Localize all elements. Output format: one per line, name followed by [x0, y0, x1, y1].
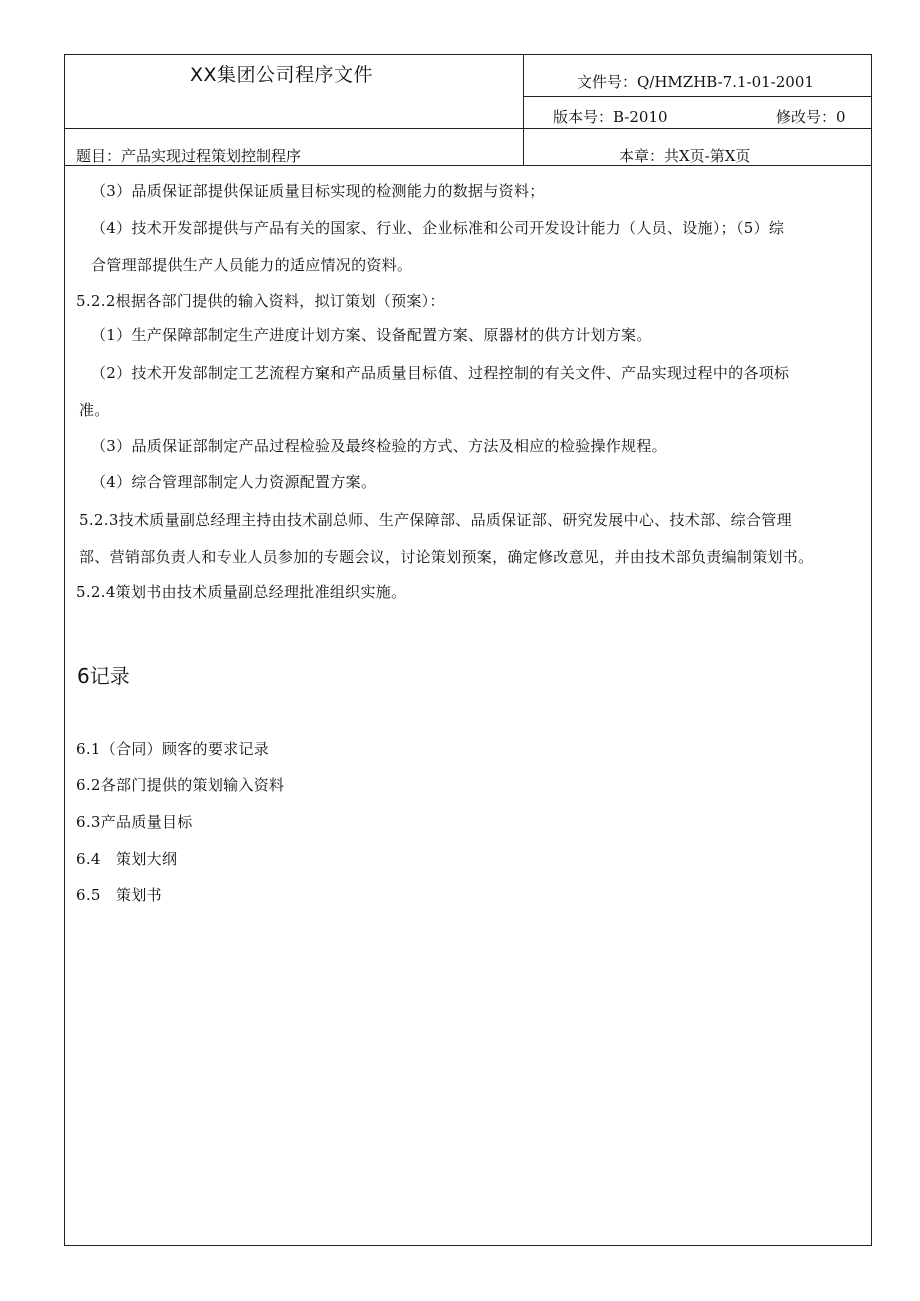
record-item: 6.5 策划书 [76, 886, 162, 904]
section-heading-records: 6记录 [77, 664, 130, 688]
record-item: 6.1（合同）顾客的要求记录 [76, 740, 270, 758]
body-line: 5.2.3技术质量副总经理主持由技术副总师、生产保障部、品质保证部、研究发展中心、技术部、综合管理 [79, 511, 792, 529]
company-title: XX集团公司程序文件 [190, 64, 374, 86]
page-info: 本章：共X页-第X页 [619, 147, 751, 165]
body-line: 准。 [79, 401, 110, 419]
record-item: 6.2各部门提供的策划输入资料 [76, 776, 285, 794]
file-number: 文件号：Q/HMZHB-7.1-01-2001 [577, 73, 814, 91]
body-line: 5.2.4策划书由技术质量副总经理批准组织实施。 [76, 583, 407, 601]
header-divider-vertical [523, 54, 524, 165]
body-line: 合管理部提供生产人员能力的适应情况的资料。 [91, 256, 413, 274]
body-line: （4）技术开发部提供与产品有关的国家、行业、企业标准和公司开发设计能力（人员、设施）；（5）综 [91, 219, 785, 237]
body-line: （4）综合管理部制定人力资源配置方案。 [91, 473, 377, 491]
record-item: 6.3产品质量目标 [76, 813, 193, 831]
body-line: （2）技术开发部制定工艺流程方窠和产品质量目标值、过程控制的有关文件、产品实现过程中的各项标 [91, 364, 790, 382]
header-divider-right [523, 96, 872, 97]
version-number: 版本号：B-2010 [553, 108, 668, 126]
body-line: 部、营销部负责人和专业人员参加的专题会议，讨论策划预案，确定修改意见，并由技术部负责编制策划书。 [79, 548, 814, 566]
document-subject: 题目：产品实现过程策划控制程序 [76, 147, 302, 165]
record-item: 6.4 策划大纲 [76, 850, 178, 868]
body-line: （3）品质保证部制定产品过程检验及最终检验的方式、方法及相应的检验操作规程。 [91, 437, 667, 455]
body-line: （1）生产保障部制定生产进度计划方案、设备配置方案、原器材的供方计划方案。 [91, 326, 652, 344]
revision-number: 修改号：0 [776, 108, 846, 126]
body-line: （3）品质保证部提供保证质量目标实现的检测能力的数据与资料； [91, 182, 545, 200]
header-divider-mid [64, 128, 872, 129]
body-line: 5.2.2根据各部门提供的输入资料，拟订策划（预案）： [76, 292, 445, 310]
